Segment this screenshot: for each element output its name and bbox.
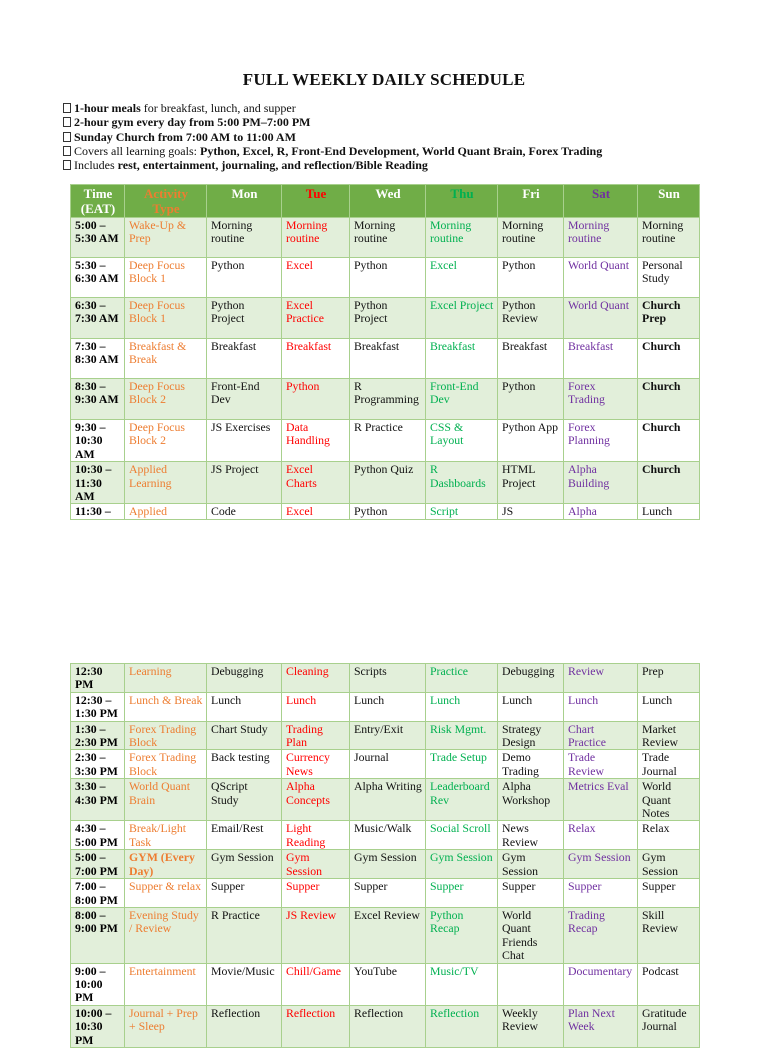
day-cell: Morning routine: [207, 218, 282, 258]
time-cell: 12:30 PM: [71, 664, 125, 693]
day-cell: Personal Study: [638, 258, 700, 298]
day-cell: Python Project: [350, 298, 426, 339]
day-cell: Supper: [350, 879, 426, 908]
checkbox-glyph-icon: [63, 103, 71, 113]
day-cell: Music/TV: [426, 963, 498, 1005]
day-cell: Chart Study: [207, 721, 282, 750]
table-row: [71, 339, 700, 379]
day-cell: Python Recap: [426, 907, 498, 963]
day-cell: Python: [207, 258, 282, 298]
day-cell: Supper: [282, 879, 350, 908]
table-row: [71, 850, 700, 879]
day-cell: Morning routine: [282, 218, 350, 258]
day-cell: Supper: [564, 879, 638, 908]
day-cell: World Quant Notes: [638, 779, 700, 821]
day-cell: Risk Mgmt.: [426, 721, 498, 750]
time-cell: 2:30 – 3:30 PM: [71, 750, 125, 779]
day-cell: Excel Practice: [282, 298, 350, 339]
activity-cell: Applied Learning: [125, 462, 207, 504]
column-header: Tue: [282, 185, 350, 218]
day-cell: YouTube: [350, 963, 426, 1005]
column-header: Mon: [207, 185, 282, 218]
day-cell: Python Review: [498, 298, 564, 339]
day-cell: News Review: [498, 821, 564, 850]
day-cell: R Programming: [350, 379, 426, 420]
checkbox-glyph-icon: [63, 160, 71, 170]
day-cell: Python: [350, 258, 426, 298]
activity-cell: Forex Trading Block: [125, 750, 207, 779]
column-header: Fri: [498, 185, 564, 218]
day-cell: Documentary: [564, 963, 638, 1005]
day-cell: Supper: [207, 879, 282, 908]
checkbox-glyph-icon: [63, 117, 71, 127]
day-cell: Script: [426, 504, 498, 519]
table-row: [71, 258, 700, 298]
day-cell: Debugging: [207, 664, 282, 693]
day-cell: Breakfast: [207, 339, 282, 379]
time-cell: 11:30 –: [71, 504, 125, 519]
day-cell: Skill Review: [638, 907, 700, 963]
day-cell: Church: [638, 379, 700, 420]
day-cell: Chart Practice: [564, 721, 638, 750]
day-cell: JS: [498, 504, 564, 519]
day-cell: Alpha: [564, 504, 638, 519]
table-row: [71, 721, 700, 750]
day-cell: Front-End Dev: [426, 379, 498, 420]
day-cell: Excel Charts: [282, 462, 350, 504]
table-row: [71, 750, 700, 779]
day-cell: Lunch: [350, 692, 426, 721]
table-header-row: [71, 185, 700, 218]
day-cell: Plan Next Week: [564, 1005, 638, 1047]
schedule-table-bottom: [70, 663, 700, 1048]
activity-cell: Lunch & Break: [125, 692, 207, 721]
bullet-text: Includes: [74, 158, 118, 173]
day-cell: R Practice: [207, 907, 282, 963]
bullet-text-bold: Python, Excel, R, Front-End Development, World Quant Brain, Forex Trading: [199, 143, 603, 158]
activity-cell: Wake-Up & Prep: [125, 218, 207, 258]
table-row: [71, 692, 700, 721]
day-cell: Lunch: [638, 504, 700, 519]
day-cell: Lunch: [638, 692, 700, 721]
day-cell: Strategy Design: [498, 721, 564, 750]
day-cell: Forex Planning: [564, 420, 638, 462]
time-cell: 1:30 – 2:30 PM: [71, 721, 125, 750]
day-cell: Debugging: [498, 664, 564, 693]
table-row: [71, 779, 700, 821]
day-cell: Journal: [350, 750, 426, 779]
activity-cell: Forex Trading Block: [125, 721, 207, 750]
day-cell: Trade Review: [564, 750, 638, 779]
activity-cell: Applied: [125, 504, 207, 519]
column-header: Wed: [350, 185, 426, 218]
bullet-text-bold: 2-hour gym every day from 5:00 PM–7:00 PM: [74, 115, 311, 130]
time-cell: 9:00 – 10:00 PM: [71, 963, 125, 1005]
day-cell: Data Handling: [282, 420, 350, 462]
page-title: FULL WEEKLY DAILY SCHEDULE: [242, 70, 526, 89]
day-cell: Forex Trading: [564, 379, 638, 420]
day-cell: Relax: [638, 821, 700, 850]
day-cell: Morning routine: [638, 218, 700, 258]
day-cell: Python Quiz: [350, 462, 426, 504]
day-cell: R Dashboards: [426, 462, 498, 504]
day-cell: QScript Study: [207, 779, 282, 821]
time-cell: 7:00 – 8:00 PM: [71, 879, 125, 908]
day-cell: Excel Review: [350, 907, 426, 963]
day-cell: Church Prep: [638, 298, 700, 339]
day-cell: CSS & Layout: [426, 420, 498, 462]
day-cell: Movie/Music: [207, 963, 282, 1005]
day-cell: JS Exercises: [207, 420, 282, 462]
summary-bullet-list: [63, 101, 602, 172]
summary-bullet: [63, 130, 602, 144]
bullet-text-bold: Sunday Church from 7:00 AM to 11:00 AM: [74, 129, 296, 144]
table-row: [71, 821, 700, 850]
activity-cell: Entertainment: [125, 963, 207, 1005]
activity-cell: Deep Focus Block 2: [125, 420, 207, 462]
day-cell: Alpha Writing: [350, 779, 426, 821]
bullet-text-bold: rest, entertainment, journaling, and reflection/Bible Reading: [117, 158, 428, 173]
day-cell: Podcast: [638, 963, 700, 1005]
day-cell: Relax: [564, 821, 638, 850]
day-cell: Reflection: [282, 1005, 350, 1047]
day-cell: Supper: [498, 879, 564, 908]
day-cell: Light Reading: [282, 821, 350, 850]
time-cell: 7:30 – 8:30 AM: [71, 339, 125, 379]
time-cell: 9:30 – 10:30 AM: [71, 420, 125, 462]
day-cell: Lunch: [564, 692, 638, 721]
activity-cell: Evening Study / Review: [125, 907, 207, 963]
table-row: [71, 963, 700, 1005]
day-cell: Morning routine: [498, 218, 564, 258]
day-cell: Reflection: [426, 1005, 498, 1047]
table-row: [71, 504, 700, 519]
day-cell: Gym Session: [498, 850, 564, 879]
day-cell: Trading Plan: [282, 721, 350, 750]
summary-bullet: [63, 144, 602, 158]
day-cell: Gym Session: [350, 850, 426, 879]
time-cell: 8:30 – 9:30 AM: [71, 379, 125, 420]
day-cell: Back testing: [207, 750, 282, 779]
table-row: [71, 420, 700, 462]
day-cell: Excel: [282, 258, 350, 298]
day-cell: Morning routine: [350, 218, 426, 258]
time-cell: 5:30 – 6:30 AM: [71, 258, 125, 298]
day-cell: Metrics Eval: [564, 779, 638, 821]
summary-bullet: [63, 101, 602, 115]
time-cell: 10:30 – 11:30 AM: [71, 462, 125, 504]
day-cell: Morning routine: [426, 218, 498, 258]
day-cell: Excel: [282, 504, 350, 519]
day-cell: Market Review: [638, 721, 700, 750]
activity-cell: Break/Light Task: [125, 821, 207, 850]
checkbox-glyph-icon: [63, 132, 71, 142]
activity-cell: World Quant Brain: [125, 779, 207, 821]
summary-bullet: [63, 115, 602, 129]
day-cell: Alpha Building: [564, 462, 638, 504]
day-cell: Prep: [638, 664, 700, 693]
day-cell: Gratitude Journal: [638, 1005, 700, 1047]
bullet-text: for breakfast, lunch, and supper: [140, 101, 296, 115]
day-cell: Trade Journal: [638, 750, 700, 779]
day-cell: Lunch: [426, 692, 498, 721]
day-cell: Trade Setup: [426, 750, 498, 779]
day-cell: Music/Walk: [350, 821, 426, 850]
day-cell: Cleaning: [282, 664, 350, 693]
day-cell: Front-End Dev: [207, 379, 282, 420]
summary-bullet: [63, 158, 602, 172]
time-cell: 8:00 – 9:00 PM: [71, 907, 125, 963]
time-cell: 5:00 – 5:30 AM: [71, 218, 125, 258]
day-cell: Leaderboard Rev: [426, 779, 498, 821]
day-cell: Gym Session: [426, 850, 498, 879]
day-cell: Excel: [426, 258, 498, 298]
day-cell: Gym Session: [564, 850, 638, 879]
day-cell: Lunch: [498, 692, 564, 721]
day-cell: Entry/Exit: [350, 721, 426, 750]
day-cell: Breakfast: [350, 339, 426, 379]
day-cell: World Quant Friends Chat: [498, 907, 564, 963]
bullet-text-bold: 1-hour meals: [74, 101, 141, 115]
table-row: [71, 664, 700, 693]
column-header: Thu: [426, 185, 498, 218]
day-cell: Gym Session: [207, 850, 282, 879]
time-cell: 10:00 – 10:30 PM: [71, 1005, 125, 1047]
day-cell: R Practice: [350, 420, 426, 462]
time-cell: 5:00 – 7:00 PM: [71, 850, 125, 879]
day-cell: Python App: [498, 420, 564, 462]
day-cell: Email/Rest: [207, 821, 282, 850]
day-cell: Church: [638, 339, 700, 379]
day-cell: Alpha Workshop: [498, 779, 564, 821]
day-cell: Lunch: [282, 692, 350, 721]
time-cell: 12:30 – 1:30 PM: [71, 692, 125, 721]
day-cell: Demo Trading: [498, 750, 564, 779]
table-row: [71, 379, 700, 420]
activity-cell: Deep Focus Block 1: [125, 258, 207, 298]
day-cell: JS Project: [207, 462, 282, 504]
activity-cell: Breakfast & Break: [125, 339, 207, 379]
day-cell: Scripts: [350, 664, 426, 693]
activity-cell: Deep Focus Block 2: [125, 379, 207, 420]
day-cell: Lunch: [207, 692, 282, 721]
day-cell: Python: [350, 504, 426, 519]
time-cell: 3:30 – 4:30 PM: [71, 779, 125, 821]
checkbox-glyph-icon: [63, 146, 71, 156]
day-cell: Python: [282, 379, 350, 420]
day-cell: World Quant: [564, 298, 638, 339]
activity-cell: Supper & relax: [125, 879, 207, 908]
day-cell: Currency News: [282, 750, 350, 779]
day-cell: Python: [498, 379, 564, 420]
day-cell: Excel Project: [426, 298, 498, 339]
time-cell: 4:30 – 5:00 PM: [71, 821, 125, 850]
time-cell: 6:30 – 7:30 AM: [71, 298, 125, 339]
day-cell: JS Review: [282, 907, 350, 963]
day-cell: [498, 963, 564, 1005]
day-cell: Church: [638, 420, 700, 462]
activity-cell: Deep Focus Block 1: [125, 298, 207, 339]
day-cell: Review: [564, 664, 638, 693]
table-row: [71, 218, 700, 258]
day-cell: Breakfast: [282, 339, 350, 379]
day-cell: Church: [638, 462, 700, 504]
day-cell: Practice: [426, 664, 498, 693]
column-header: Sun: [638, 185, 700, 218]
day-cell: Reflection: [350, 1005, 426, 1047]
day-cell: Reflection: [207, 1005, 282, 1047]
day-cell: Alpha Concepts: [282, 779, 350, 821]
bullet-text: Covers all learning goals:: [74, 143, 200, 158]
day-cell: Morning routine: [564, 218, 638, 258]
day-cell: Breakfast: [426, 339, 498, 379]
day-cell: Gym Session: [282, 850, 350, 879]
day-cell: Social Scroll: [426, 821, 498, 850]
day-cell: World Quant: [564, 258, 638, 298]
column-header: Sat: [564, 185, 638, 218]
day-cell: Breakfast: [498, 339, 564, 379]
table-row: [71, 879, 700, 908]
day-cell: Gym Session: [638, 850, 700, 879]
day-cell: Weekly Review: [498, 1005, 564, 1047]
day-cell: Python Project: [207, 298, 282, 339]
table-row: [71, 462, 700, 504]
day-cell: Supper: [426, 879, 498, 908]
column-header: Activity Type: [125, 185, 207, 218]
table-row: [71, 298, 700, 339]
activity-cell: GYM (Every Day): [125, 850, 207, 879]
table-row: [71, 907, 700, 963]
day-cell: Chill/Game: [282, 963, 350, 1005]
day-cell: Code: [207, 504, 282, 519]
activity-cell: Learning: [125, 664, 207, 693]
column-header: Time (EAT): [71, 185, 125, 218]
schedule-table-top: [70, 184, 700, 520]
day-cell: HTML Project: [498, 462, 564, 504]
activity-cell: Journal + Prep + Sleep: [125, 1005, 207, 1047]
day-cell: Python: [498, 258, 564, 298]
table-row: [71, 1005, 700, 1047]
day-cell: Supper: [638, 879, 700, 908]
day-cell: Trading Recap: [564, 907, 638, 963]
day-cell: Breakfast: [564, 339, 638, 379]
